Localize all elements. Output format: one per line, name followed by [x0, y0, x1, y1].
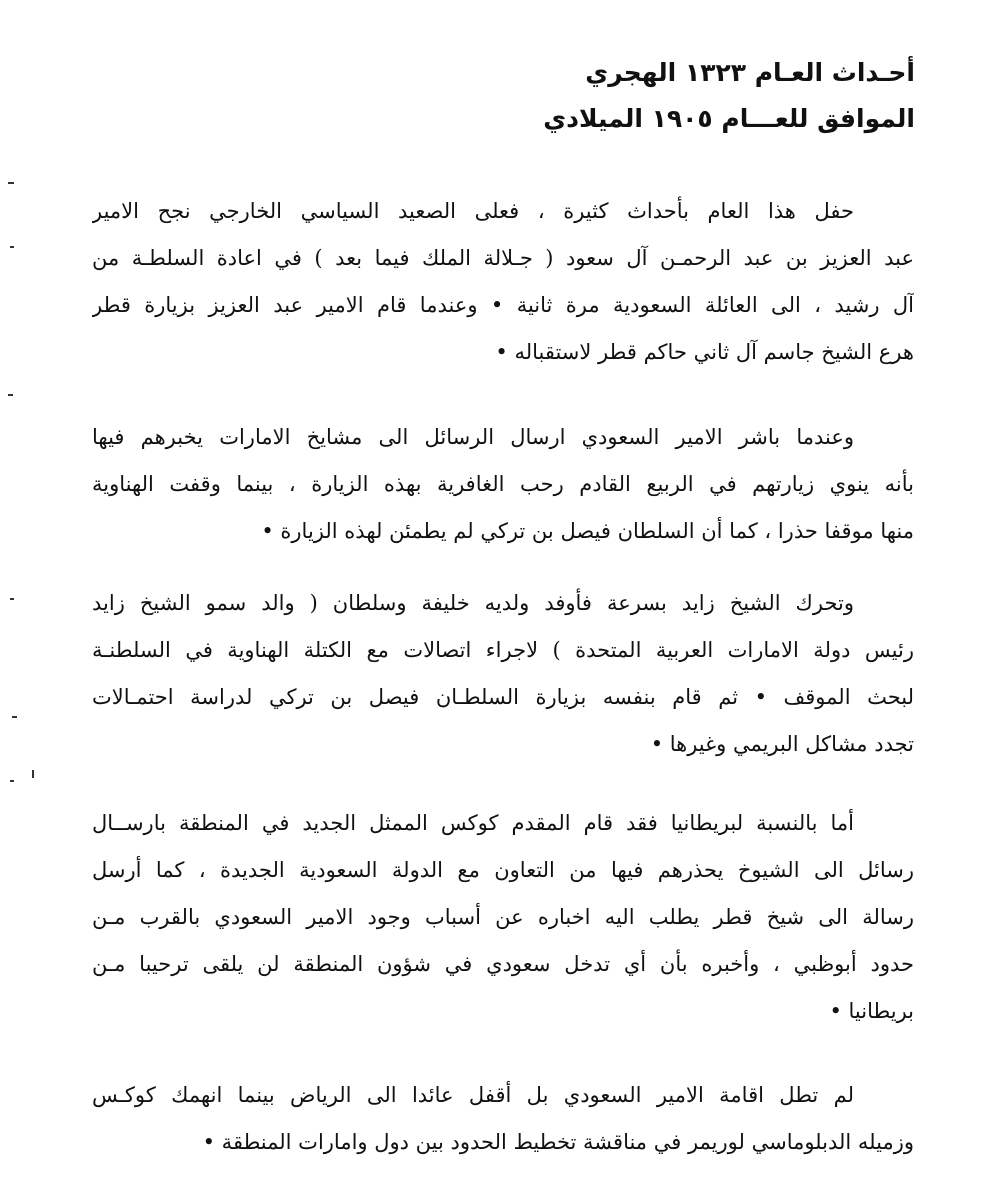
- paragraph-line: لم تطل اقامة الامير السعودي بل أقفل عائدا الى الرياض بينما انهمك كوكـس: [92, 1083, 854, 1107]
- paragraph-line: وعندما باشر الامير السعودي ارسال الرسائل الى مشايخ الامارات يخبرهم فيها: [92, 425, 854, 449]
- paragraph-line: حدود أبوظبي ، وأخبره بأن أي تدخل سعودي في شؤون المنطقة لن يلقى ترحيبا مـن: [92, 952, 914, 976]
- paragraph-line: آل رشيد ، الى العائلة السعودية مرة ثانية • وعندما قام الامير عبد العزيز بزيارة قطر: [92, 293, 914, 317]
- paragraph-line: عبد العزيز بن عبد الرحمـن آل سعود ( جـلالة الملك فيما بعد ) في اعادة السلطـة من: [92, 246, 914, 270]
- paragraph-5: [92, 1072, 914, 1166]
- scan-mark: [10, 246, 14, 248]
- scan-mark: [32, 770, 34, 778]
- paragraph-4: [92, 800, 914, 1035]
- paragraph-line: هرع الشيخ جاسم آل ثاني حاكم قطر لاستقباله •: [495, 340, 914, 364]
- paragraph-line: حفل هذا العام بأحداث كثيرة ، فعلى الصعيد السياسي الخارجي نجح الامير: [92, 199, 854, 223]
- paragraph-2: [92, 414, 914, 555]
- paragraph-line: بأنه ينوي زيارتهم في الربيع القادم رحب الغافرية بهذه الزيارة ، بينما وقفت الهناوية: [92, 472, 914, 496]
- paragraph-3: [92, 580, 914, 768]
- paragraph-line: تجدد مشاكل البريمي وغيرها •: [650, 732, 914, 756]
- chapter-title-hijri: أحـداث العـام ١٣٢٣ الهجري: [585, 58, 915, 87]
- paragraph-line: رسالة الى شيخ قطر يطلب اليه اخباره عن أسباب وجود الامير السعودي بالقرب مـن: [92, 905, 914, 929]
- paragraph-line: أما بالنسبة لبريطانيا فقد قام المقدم كوكس الممثل الجديد في المنطقة بارســال: [92, 811, 854, 835]
- paragraph-line: لبحث الموقف • ثم قام بنفسه بزيارة السلطـان فيصل بن تركي لدراسة احتمـالات: [92, 685, 914, 709]
- scan-mark: [8, 182, 14, 184]
- paragraph-line: وزميله الدبلوماسي لوريمر في مناقشة تخطيط الحدود بين دول وامارات المنطقة •: [202, 1130, 914, 1154]
- scan-mark: [12, 716, 17, 718]
- paragraph-line: رسائل الى الشيوخ يحذرهم فيها من التعاون مع الدولة السعودية الجديدة ، كما أرسل: [92, 858, 914, 882]
- paragraph-line: منها موقفا حذرا ، كما أن السلطان فيصل بن تركي لم يطمئن لهذه الزيارة •: [261, 519, 914, 543]
- paragraph-1: [92, 188, 914, 376]
- paragraph-line: وتحرك الشيخ زايد بسرعة فأوفد ولديه خليفة وسلطان ( والد سمو الشيخ زايد: [92, 591, 854, 615]
- chapter-title-gregorian: الموافق للعـــام ١٩٠٥ الميلادي: [543, 104, 915, 133]
- scan-mark: [8, 394, 13, 396]
- paragraph-line: بريطانيا •: [829, 999, 914, 1023]
- scan-mark: [10, 598, 14, 600]
- paragraph-line: رئيس دولة الامارات العربية المتحدة ) لاجراء اتصالات مع الكتلة الهناوية في السلطنـة: [92, 638, 914, 662]
- scan-mark: [10, 780, 14, 782]
